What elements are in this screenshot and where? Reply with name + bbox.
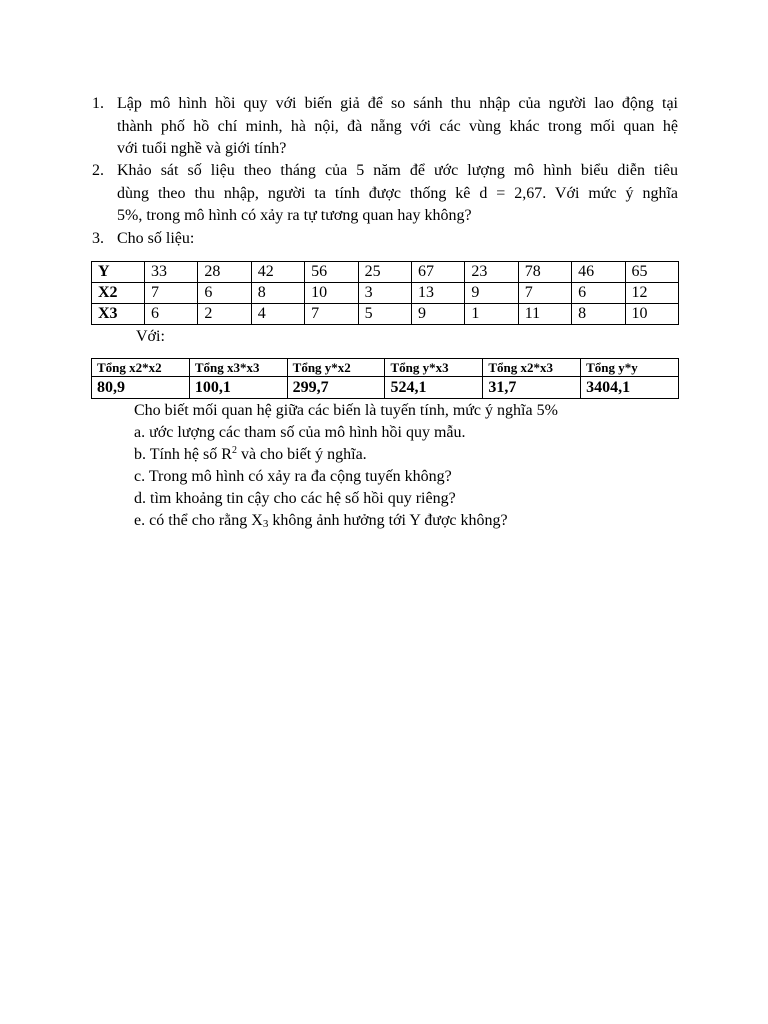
sub-item-e-rest: không ảnh hưởng tới Y được không? xyxy=(268,512,508,529)
table-cell: 2 xyxy=(198,304,251,325)
table-cell: 10 xyxy=(305,283,358,304)
question-line: 5%, trong mô hình có xảy ra tự tương quan hay không? xyxy=(117,207,472,224)
table-cell: 25 xyxy=(358,262,411,283)
row-label: X3 xyxy=(92,304,145,325)
sub-item-b xyxy=(134,444,367,466)
sums-value: 299,7 xyxy=(287,377,385,399)
table-cell: 6 xyxy=(198,283,251,304)
sub-item-b-text: b. Tính hệ số R xyxy=(134,446,232,463)
table-cell: 46 xyxy=(572,262,625,283)
table-row-y xyxy=(92,262,679,283)
question-3 xyxy=(92,228,678,251)
table-cell: 6 xyxy=(572,283,625,304)
table-cell: 3 xyxy=(358,283,411,304)
table-cell: 7 xyxy=(305,304,358,325)
question-line: thành phố hồ chí minh, hà nội, đà nẵng với các vùng khác trong mối quan hệ xyxy=(117,117,678,135)
table-cell: 7 xyxy=(145,283,198,304)
sums-table xyxy=(91,358,679,399)
table-cell: 7 xyxy=(518,283,571,304)
sums-header: Tổng y*x2 xyxy=(287,359,385,377)
subscript: 3 xyxy=(262,518,269,530)
row-label: X2 xyxy=(92,283,145,304)
table-cell: 65 xyxy=(625,262,678,283)
question-1 xyxy=(92,93,678,161)
voi-label: Với: xyxy=(136,328,165,345)
sums-header-row xyxy=(92,359,679,377)
question-2 xyxy=(92,160,678,228)
row-label: Y xyxy=(92,262,145,283)
table-cell: 11 xyxy=(518,304,571,325)
sums-header: Tổng y*x3 xyxy=(385,359,483,377)
sums-value-row xyxy=(92,377,679,399)
sums-header: Tổng y*y xyxy=(581,359,679,377)
table-cell: 23 xyxy=(465,262,518,283)
sub-item-e-text: e. có thể cho rằng X xyxy=(134,512,263,529)
sub-item-e xyxy=(134,510,508,532)
table-cell: 42 xyxy=(251,262,304,283)
sub-item-c: c. Trong mô hình có xảy ra đa cộng tuyến không? xyxy=(134,468,452,485)
table-cell: 8 xyxy=(251,283,304,304)
sums-value: 80,9 xyxy=(92,377,190,399)
table-cell: 1 xyxy=(465,304,518,325)
table-cell: 6 xyxy=(145,304,198,325)
sums-header: Tổng x2*x3 xyxy=(483,359,581,377)
question-line: với tuổi nghề và giới tính? xyxy=(117,140,287,157)
table-cell: 33 xyxy=(145,262,198,283)
data-table xyxy=(91,261,679,325)
table-cell: 28 xyxy=(198,262,251,283)
question-line: Cho số liệu: xyxy=(117,230,195,247)
question-number: 2. xyxy=(92,162,104,179)
sums-header: Tổng x2*x2 xyxy=(92,359,190,377)
table-row-x3 xyxy=(92,304,679,325)
table-cell: 67 xyxy=(411,262,464,283)
table-cell: 9 xyxy=(411,304,464,325)
question-line: dùng theo thu nhập, người ta tính được thống kê d = 2,67. Với mức ý nghĩa xyxy=(117,184,678,202)
sums-value: 31,7 xyxy=(483,377,581,399)
table-cell: 5 xyxy=(358,304,411,325)
question-line: Khảo sát số liệu theo tháng của 5 năm để ước lượng mô hình biểu diễn tiêu xyxy=(117,162,678,179)
sub-item-d: d. tìm khoảng tin cậy cho các hệ số hồi quy riêng? xyxy=(134,490,456,507)
question-line: Lập mô hình hồi quy với biến giả để so sánh thu nhập của người lao động tại xyxy=(117,95,678,112)
intro-text: Cho biết mối quan hệ giữa các biến là tuyến tính, mức ý nghĩa 5% xyxy=(134,402,558,419)
question-number: 3. xyxy=(92,230,104,247)
sums-value: 524,1 xyxy=(385,377,483,399)
question-number: 1. xyxy=(92,95,104,112)
sums-value: 3404,1 xyxy=(581,377,679,399)
sums-header: Tổng x3*x3 xyxy=(189,359,287,377)
table-row-x2 xyxy=(92,283,679,304)
table-cell: 8 xyxy=(572,304,625,325)
table-cell: 12 xyxy=(625,283,678,304)
table-cell: 13 xyxy=(411,283,464,304)
sums-value: 100,1 xyxy=(189,377,287,399)
table-cell: 56 xyxy=(305,262,358,283)
table-cell: 9 xyxy=(465,283,518,304)
table-cell: 4 xyxy=(251,304,304,325)
table-cell: 10 xyxy=(625,304,678,325)
sub-item-a: a. ước lượng các tham số của mô hình hồi quy mẫu. xyxy=(134,424,466,441)
table-cell: 78 xyxy=(518,262,571,283)
sub-item-b-rest: và cho biết ý nghĩa. xyxy=(236,446,367,463)
superscript: 2 xyxy=(231,445,237,456)
